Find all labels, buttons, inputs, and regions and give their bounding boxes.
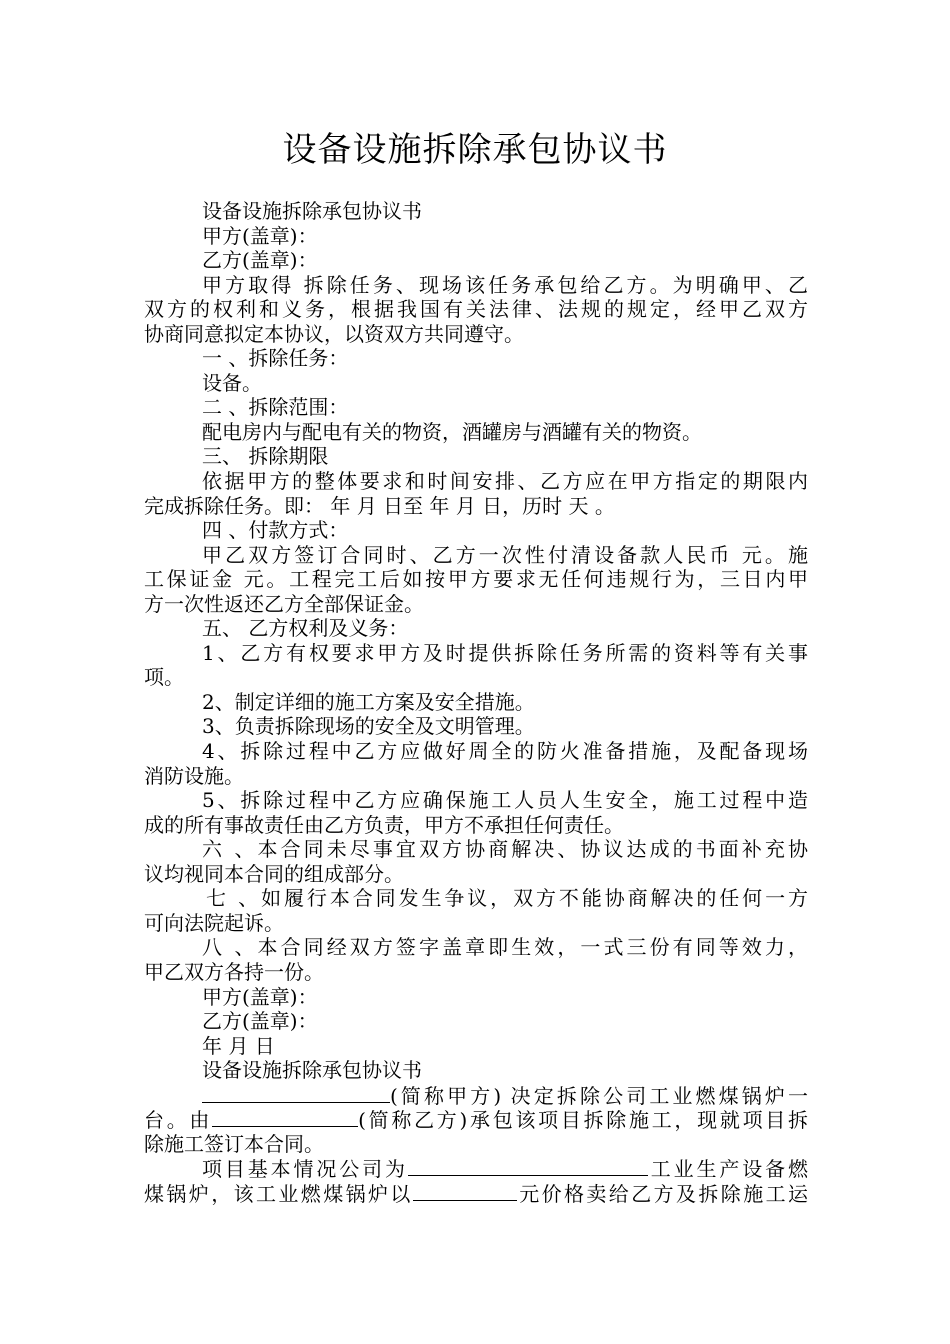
body-line-text: 台。由 [144,1108,213,1132]
document-body [144,199,808,1205]
body-line: 除施工签订本合同。 [144,1131,324,1156]
fill-in-blank [202,1083,390,1103]
body-line [144,1083,808,1108]
body-line-text: 项目基本情况公司为 [202,1157,408,1181]
body-line: 双方的权利和义务，根据我国有关法律、法规的规定，经甲乙双方 [144,297,808,322]
body-line: 年 月 日 [202,1033,275,1058]
body-line: 乙方(盖章)： [202,1009,318,1034]
body-line-text: (简称乙方)承包该项目拆除施工，现就项目拆 [358,1108,808,1132]
fill-in-blank [212,1107,358,1127]
body-line: 二 、拆除范围： [202,395,349,420]
body-line [144,1107,808,1132]
body-line-text: 元价格卖给乙方及拆除施工运 [516,1181,808,1206]
body-line: 设备设施拆除承包协议书 [202,1058,422,1083]
body-line: 3、负责拆除现场的安全及文明管理。 [202,714,535,739]
body-line: 消防设施。 [144,763,244,788]
body-line: 2、制定详细的施工方案及安全措施。 [202,689,535,714]
body-line: 1、乙方有权要求甲方及时提供拆除任务所需的资料等有关事 [202,640,808,665]
body-line [144,1181,808,1206]
fill-in-blank [413,1181,517,1201]
body-line: 议均视同本合同的组成部分。 [144,861,404,886]
body-line: 三、 拆除期限 [202,444,329,469]
fill-in-blank [408,1156,648,1176]
body-line: 4、拆除过程中乙方应做好周全的防火准备措施，及配备现场 [202,739,808,764]
body-line: 完成拆除任务。即： 年 月 日至 年 月 日，历时 天 。 [144,493,615,518]
body-line: 5、拆除过程中乙方应确保施工人员人生安全，施工过程中造 [202,788,808,813]
body-line: 可向法院起诉。 [144,910,284,935]
body-line-text: (简称甲方) 决定拆除公司工业燃煤锅炉一 [390,1083,808,1108]
body-line: 七 、如履行本合同发生争议，双方不能协商解决的任何一方 [206,886,808,911]
body-line: 设备设施拆除承包协议书 [202,199,422,223]
body-line: 一 、拆除任务： [202,346,349,371]
body-line: 甲乙双方各持一份。 [144,959,324,984]
body-line: 工保证金 元。工程完工后如按甲方要求无任何违规行为，三日内甲 [144,567,808,592]
body-line [144,1156,808,1181]
body-line: 协商同意拟定本协议，以资双方共同遵守。 [144,321,524,346]
body-line: 甲方取得 拆除任务、现场该任务承包给乙方。为明确甲、乙 [202,272,808,297]
body-line-text: 工业生产设备燃 [647,1157,808,1181]
body-line-text: 煤锅炉，该工业燃煤锅炉以 [144,1181,413,1206]
body-line: 四 、付款方式： [202,518,349,543]
body-line: 八 、本合同经双方签字盖章即生效，一式三份有同等效力， [202,935,808,960]
body-line: 依据甲方的整体要求和时间安排、乙方应在甲方指定的期限内 [202,469,808,494]
body-line: 方一次性返还乙方全部保证金。 [144,591,424,616]
body-line: 五、 乙方权利及义务： [202,616,409,641]
body-line: 乙方(盖章)： [202,248,318,273]
document-title: 设备设施拆除承包协议书 [282,130,668,170]
body-line: 甲方(盖章)： [202,984,318,1009]
body-line: 项。 [144,665,184,690]
body-line: 六 、本合同未尽事宜双方协商解决、协议达成的书面补充协 [202,837,808,862]
body-line: 配电房内与配电有关的物资，酒罐房与酒罐有关的物资。 [202,419,702,444]
body-line: 成的所有事故责任由乙方负责，甲方不承担任何责任。 [144,812,624,837]
body-line: 甲乙双方签订合同时、乙方一次性付清设备款人民币 元。施 [202,542,808,567]
body-line: 甲方(盖章)： [202,223,318,248]
body-line: 设备。 [202,370,262,395]
